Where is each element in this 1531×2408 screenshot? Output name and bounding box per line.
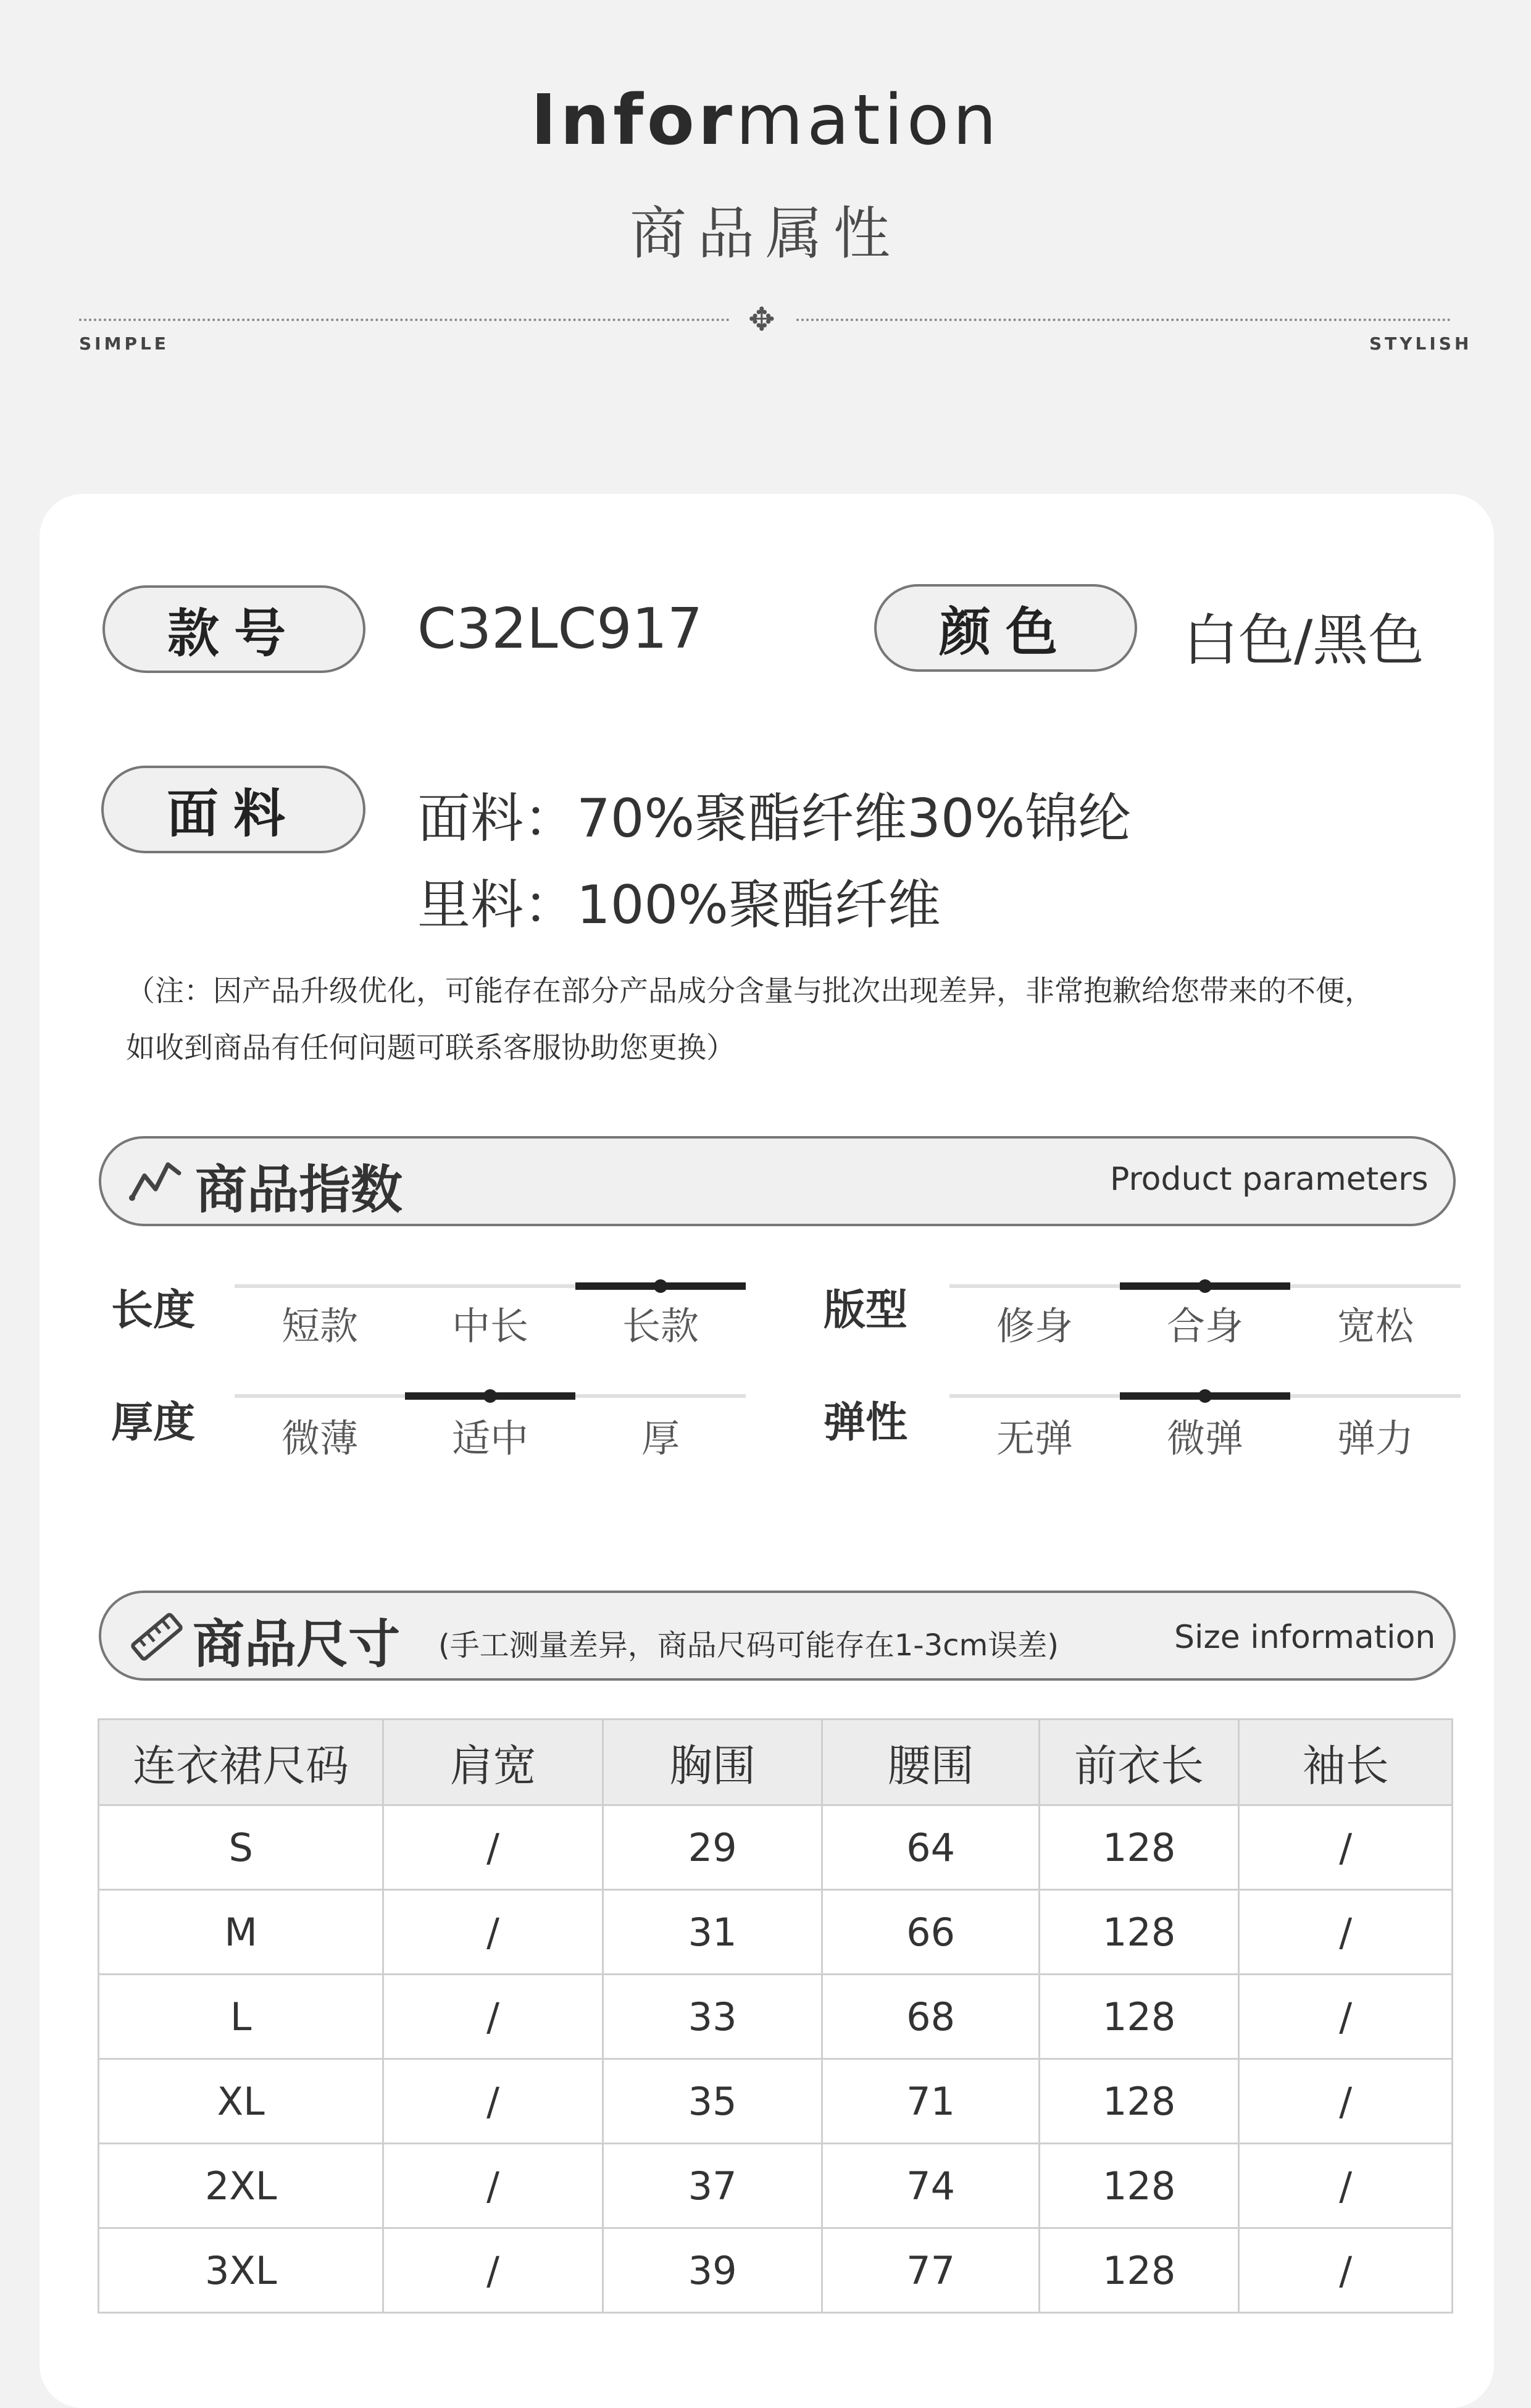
cell-size: S [99, 1805, 383, 1890]
param-label-thickness: 厚度 [111, 1398, 196, 1447]
option-length-mid: 中长 [451, 1303, 528, 1348]
color-label: 颜色 [874, 584, 1137, 672]
size-title-en: Size information [1174, 1619, 1436, 1656]
cell-size: L [99, 1975, 383, 2059]
scale-elasticity [949, 1394, 1461, 1398]
title-bold: Infor [530, 80, 736, 161]
option-fit-slim: 修身 [996, 1303, 1073, 1348]
cell-sleeve: / [1239, 2059, 1453, 2144]
size-table-header [99, 1720, 1453, 1805]
cell-sleeve: / [1239, 2228, 1453, 2313]
table-row [99, 1975, 1453, 2059]
tag-simple: SIMPLE [79, 333, 169, 354]
header-shoulder: 肩宽 [383, 1720, 603, 1805]
param-label-length: 长度 [111, 1286, 196, 1335]
fabric-line-2: 里料：100%聚酯纤维 [417, 874, 941, 936]
option-fit-loose: 宽松 [1337, 1303, 1414, 1348]
option-length-short: 短款 [281, 1303, 358, 1348]
table-row [99, 1890, 1453, 1975]
scale-thickness [235, 1394, 746, 1398]
cell-shoulder: / [383, 1890, 603, 1975]
four-arrows-icon: ✥ [748, 301, 775, 338]
cell-bust: 33 [603, 1975, 822, 2059]
cell-waist: 74 [822, 2144, 1040, 2228]
page-title [0, 80, 1531, 161]
cell-sleeve: / [1239, 1805, 1453, 1890]
cell-waist: 64 [822, 1805, 1040, 1890]
size-title: 商品尺寸 [193, 1614, 401, 1674]
header-bust: 胸围 [603, 1720, 822, 1805]
style-number-label: 款号 [102, 585, 365, 673]
size-note: (手工测量差异，商品尺码可能存在1-3cm误差) [438, 1628, 1059, 1663]
option-elasticity-none: 无弹 [996, 1416, 1073, 1461]
table-row [99, 1805, 1453, 1890]
cell-size: M [99, 1890, 383, 1975]
trend-line-icon [127, 1155, 184, 1205]
note-line-2: 如收到商品有任何问题可联系客服协助您更换） [126, 1031, 735, 1065]
scale-length [235, 1284, 746, 1288]
header-waist: 腰围 [822, 1720, 1040, 1805]
option-elasticity-slight: 微弹 [1166, 1416, 1243, 1461]
table-row [99, 2228, 1453, 2313]
header-size: 连衣裙尺码 [99, 1720, 383, 1805]
cell-bust: 37 [603, 2144, 822, 2228]
option-thickness-thin: 微薄 [281, 1416, 358, 1461]
cell-bust: 29 [603, 1805, 822, 1890]
color-value: 白色/黑色 [1183, 608, 1424, 673]
params-title: 商品指数 [195, 1160, 403, 1220]
table-row [99, 2144, 1453, 2228]
divider-left [79, 319, 730, 321]
cell-waist: 66 [822, 1890, 1040, 1975]
param-label-elasticity: 弹性 [824, 1398, 908, 1447]
divider-right [796, 319, 1451, 321]
tag-stylish: STYLISH [1369, 333, 1472, 354]
cell-size: 3XL [99, 2228, 383, 2313]
cell-bust: 39 [603, 2228, 822, 2313]
cell-shoulder: / [383, 2144, 603, 2228]
cell-waist: 68 [822, 1975, 1040, 2059]
cell-bust: 31 [603, 1890, 822, 1975]
cell-front-length: 128 [1039, 1805, 1239, 1890]
option-elasticity-stretch: 弹力 [1337, 1416, 1414, 1461]
cell-front-length: 128 [1039, 2059, 1239, 2144]
style-number-value: C32LC917 [417, 596, 703, 661]
params-title-en: Product parameters [1110, 1161, 1429, 1198]
option-fit-regular: 合身 [1166, 1303, 1243, 1348]
table-row [99, 2059, 1453, 2144]
cell-shoulder: / [383, 1805, 603, 1890]
option-thickness-medium: 适中 [451, 1416, 528, 1461]
header-sleeve: 袖长 [1239, 1720, 1453, 1805]
fabric-label: 面料 [101, 766, 365, 853]
page-subtitle: 商品属性 [629, 201, 901, 267]
cell-sleeve: / [1239, 1975, 1453, 2059]
cell-size: XL [99, 2059, 383, 2144]
cell-size: 2XL [99, 2144, 383, 2228]
cell-front-length: 128 [1039, 2144, 1239, 2228]
size-table [98, 1718, 1453, 2314]
cell-shoulder: / [383, 2228, 603, 2313]
cell-sleeve: / [1239, 2144, 1453, 2228]
cell-waist: 71 [822, 2059, 1040, 2144]
cell-sleeve: / [1239, 1890, 1453, 1975]
param-label-fit: 版型 [824, 1286, 908, 1335]
header-front-length: 前衣长 [1039, 1720, 1239, 1805]
title-light: mation [736, 80, 1001, 161]
option-length-long: 长款 [622, 1303, 699, 1348]
cell-shoulder: / [383, 1975, 603, 2059]
scale-fit [949, 1284, 1461, 1288]
cell-shoulder: / [383, 2059, 603, 2144]
cell-bust: 35 [603, 2059, 822, 2144]
fabric-line-1: 面料：70%聚酯纤维30%锦纶 [417, 788, 1132, 850]
ruler-icon [128, 1612, 185, 1662]
option-thickness-thick: 厚 [641, 1416, 680, 1461]
cell-waist: 77 [822, 2228, 1040, 2313]
note-line-1: （注：因产品升级优化，可能存在部分产品成分含量与批次出现差异，非常抱歉给您带来的不便， [126, 974, 1374, 1008]
cell-front-length: 128 [1039, 2228, 1239, 2313]
cell-front-length: 128 [1039, 1975, 1239, 2059]
cell-front-length: 128 [1039, 1890, 1239, 1975]
